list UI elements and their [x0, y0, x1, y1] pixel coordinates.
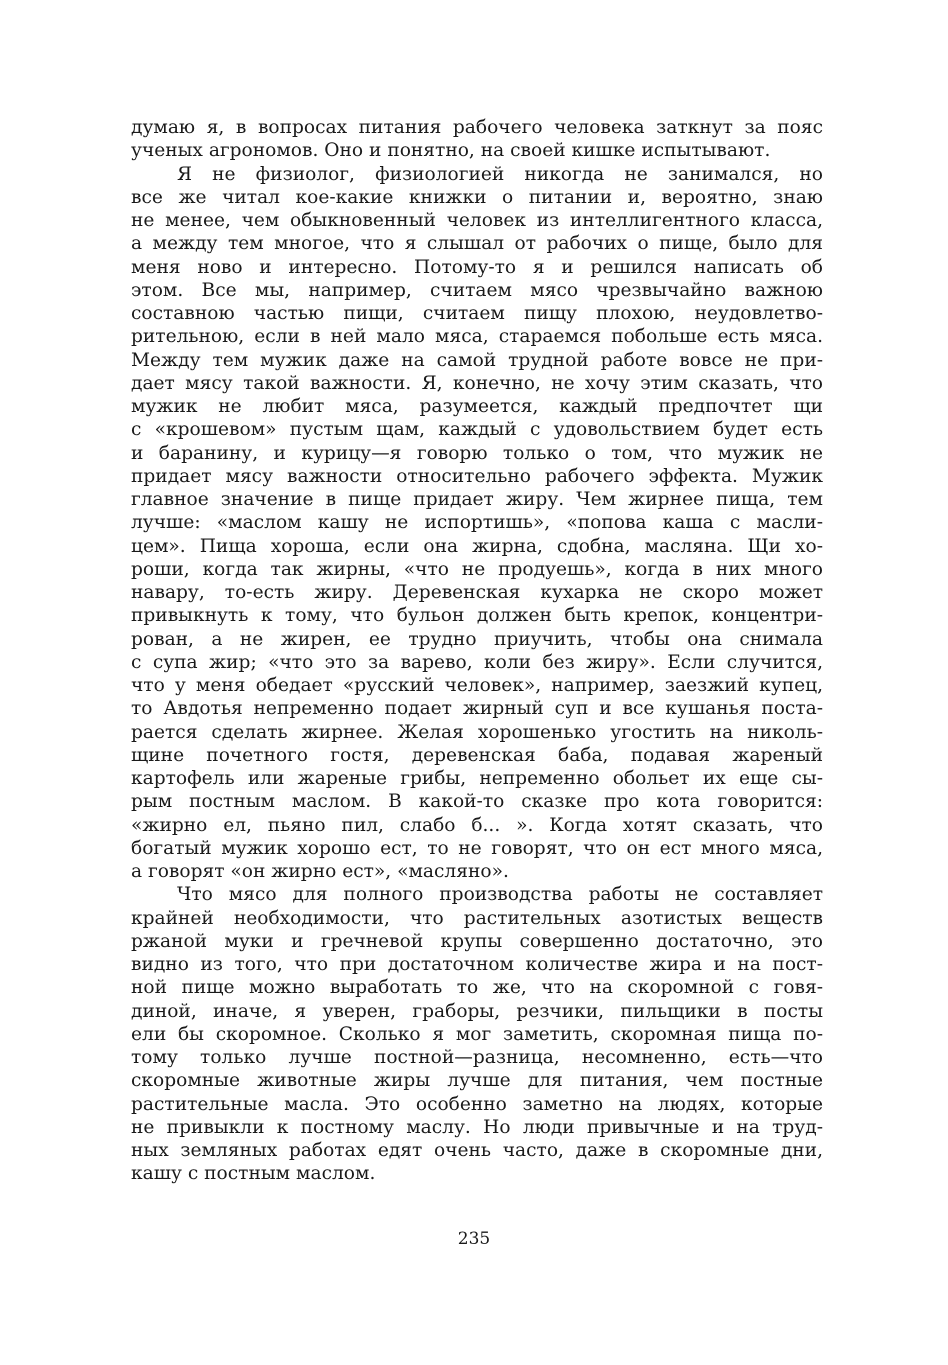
page-number: 235: [457, 1229, 491, 1249]
text-line: картофель или жареные грибы, непременно обольет их еще сы-: [131, 768, 823, 789]
text-line: диной, иначе, я уверен, граборы, резчики, пильщики в посты: [131, 1000, 823, 1022]
text-line: крайней необходимости, что растительных азотистых веществ: [131, 907, 823, 929]
text-line: Что мясо для полного производства работы не составляет: [177, 884, 823, 906]
text-line: рован, а не жирен, ее трудно приучить, чтобы она снимала: [131, 628, 823, 650]
text-line: думаю я, в вопросах питания рабочего человека заткнут за пояс: [131, 117, 823, 138]
paragraph: [131, 163, 823, 884]
text-line: тому только лучше постной—разница, несомненно, есть—что: [131, 1047, 823, 1068]
text-line: не менее, чем обыкновенный человек из интеллигентного класса,: [131, 210, 823, 231]
paragraph: [131, 883, 823, 1185]
text-line: рается сделать жирнее. Желая хорошенько угостить на николь-: [131, 721, 823, 743]
text-line: а говорят «он жирно ест», «масляно».: [131, 861, 509, 882]
text-line: щине почетного гостя, деревенская баба, подавая жареный: [131, 744, 823, 766]
text-line: придает мясу важности относительно рабочего эффекта. Мужик: [131, 465, 823, 487]
text-line: этом. Все мы, например, считаем мясо чрезвычайно важною: [131, 279, 823, 301]
text-line: Я не физиолог, физиологией никогда не занимался, но: [177, 163, 823, 185]
text-line: с «крошевом» пустым щам, каждый с удовольствием будет есть: [131, 419, 823, 441]
text-line: с супа жир; «что это за варево, коли без жиру». Если случится,: [131, 651, 823, 673]
text-line: рым постным маслом. В какой-то сказке про кота говорится:: [131, 791, 823, 813]
text-line: ученых агрономов. Оно и понятно, на своей кишке испытывают.: [131, 140, 771, 162]
text-line: «жирно ел, пьяно пил, слабо б... ». Когда хотят сказать, что: [131, 814, 823, 836]
text-line: привыкнуть к тому, что бульон должен быть крепок, концентри-: [131, 605, 823, 627]
text-line: кашу с постным маслом.: [131, 1163, 376, 1185]
text-line: ели бы скоромное. Сколько я мог заметить, скоромная пища по-: [131, 1023, 823, 1045]
text-line: дает мясу такой важности. Я, конечно, не хочу этим сказать, что: [131, 372, 823, 394]
text-line: ржаной муки и гречневой крупы совершенно достаточно, это: [131, 930, 823, 952]
text-line: скоромные животные жиры лучше для питания, чем постные: [131, 1070, 823, 1092]
text-line: меня ново и интересно. Потому-то я и решился написать об: [131, 256, 823, 278]
text-line: лучше: «маслом кашу не испортишь», «попова каша с масли-: [131, 512, 823, 534]
text-line: а между тем многое, что я слышал от рабочих о пище, было для: [131, 233, 823, 255]
text-line: цем». Пища хороша, если она жирна, сдобна, масляна. Щи хо-: [131, 535, 823, 557]
text-line: растительные масла. Это особенно заметно на людях, которые: [131, 1093, 823, 1115]
text-line: видно из того, что при достаточном количестве жира и на пост-: [131, 954, 823, 975]
text-line: Между тем мужик даже на самой трудной работе вовсе не при-: [131, 349, 823, 371]
text-line: ных земляных работах едят очень часто, даже в скоромные дни,: [131, 1140, 823, 1161]
text-line: то Авдотья непременно подает жирный суп и все кушанья поста-: [131, 698, 823, 720]
body-text: [131, 116, 823, 1186]
text-line: все же читал кое-какие книжки о питании и, вероятно, знаю: [131, 186, 823, 208]
text-line: богатый мужик хорошо ест, то не говорят, что он ест много мяса,: [131, 837, 823, 859]
text-line: навару, то-есть жиру. Деревенская кухарка не скоро может: [131, 582, 823, 603]
text-line: составною частью пищи, считаем пищу плохою, неудовлетво-: [131, 303, 823, 324]
text-line: мужик не любит мяса, разумеется, каждый предпочтет щи: [131, 396, 823, 417]
text-line: не привыкли к постному маслу. Но люди привычные и на труд-: [131, 1116, 823, 1138]
text-line: и баранину, и курицу—я говорю только о том, что мужик не: [131, 442, 823, 464]
text-line: роши, когда так жирны, «что не продуешь», когда в них много: [131, 558, 823, 580]
text-line: рительною, если в ней мало мяса, стараемся побольше есть мяса.: [131, 326, 823, 348]
text-line: ной пище можно выработать то же, что на скоромной с говя-: [131, 977, 823, 999]
text-line: что у меня обедает «русский человек», например, заезжий купец,: [131, 675, 823, 696]
text-line: главное значение в пище придает жиру. Чем жирнее пища, тем: [131, 489, 823, 510]
paragraph: [131, 116, 823, 163]
